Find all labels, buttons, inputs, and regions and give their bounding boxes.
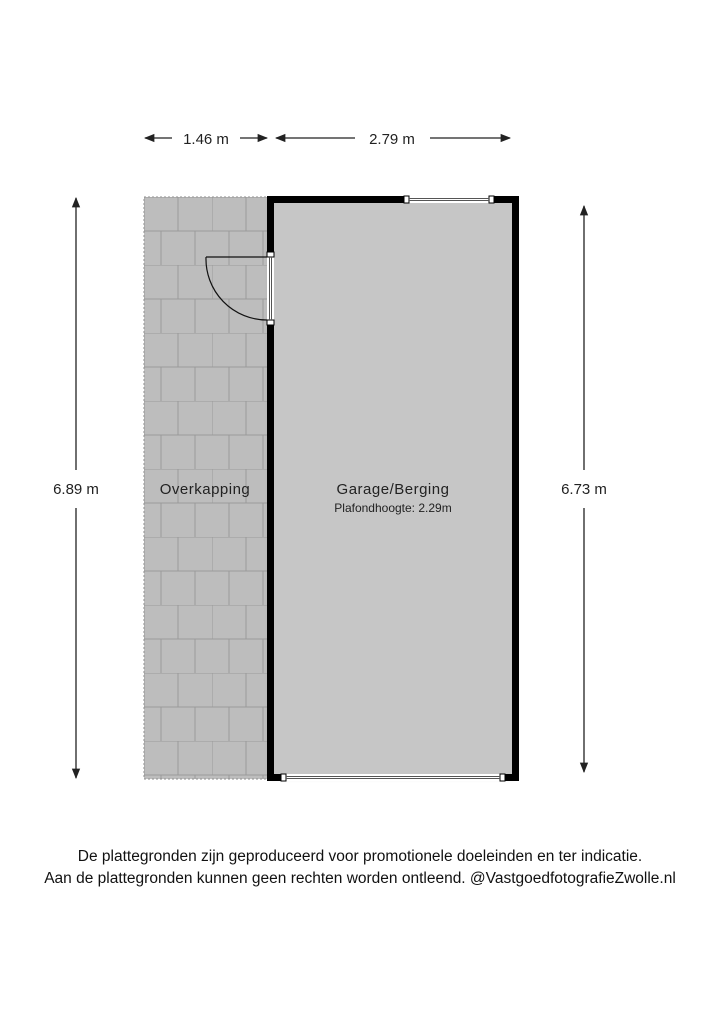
disclaimer-line-2: Aan de plattegronden kunnen geen rechten worden ontleend. @VastgoedfotografieZwolle.nl — [44, 870, 676, 887]
dimension-left-height — [53, 198, 99, 778]
garage-width-label: 2.79 m — [369, 131, 415, 148]
disclaimer-line-1: De plattegronden zijn geproduceerd voor promotionele doeleinden en ter indicatie. — [77, 848, 643, 865]
garage-door — [281, 774, 505, 781]
overkapping-width-label: 1.46 m — [183, 131, 229, 148]
ceiling-height-label: Plafondhoogte: 2.29m — [334, 501, 452, 515]
top-window — [404, 196, 494, 203]
dimension-garage-width — [276, 131, 510, 148]
overkapping-label: Overkapping — [159, 481, 251, 498]
dimension-overkapping-width — [145, 131, 267, 148]
garage-label: Garage/Berging — [336, 481, 450, 498]
right-height-label: 6.73 m — [561, 481, 607, 498]
left-height-label: 6.89 m — [53, 481, 99, 498]
dimension-right-height — [561, 206, 607, 772]
